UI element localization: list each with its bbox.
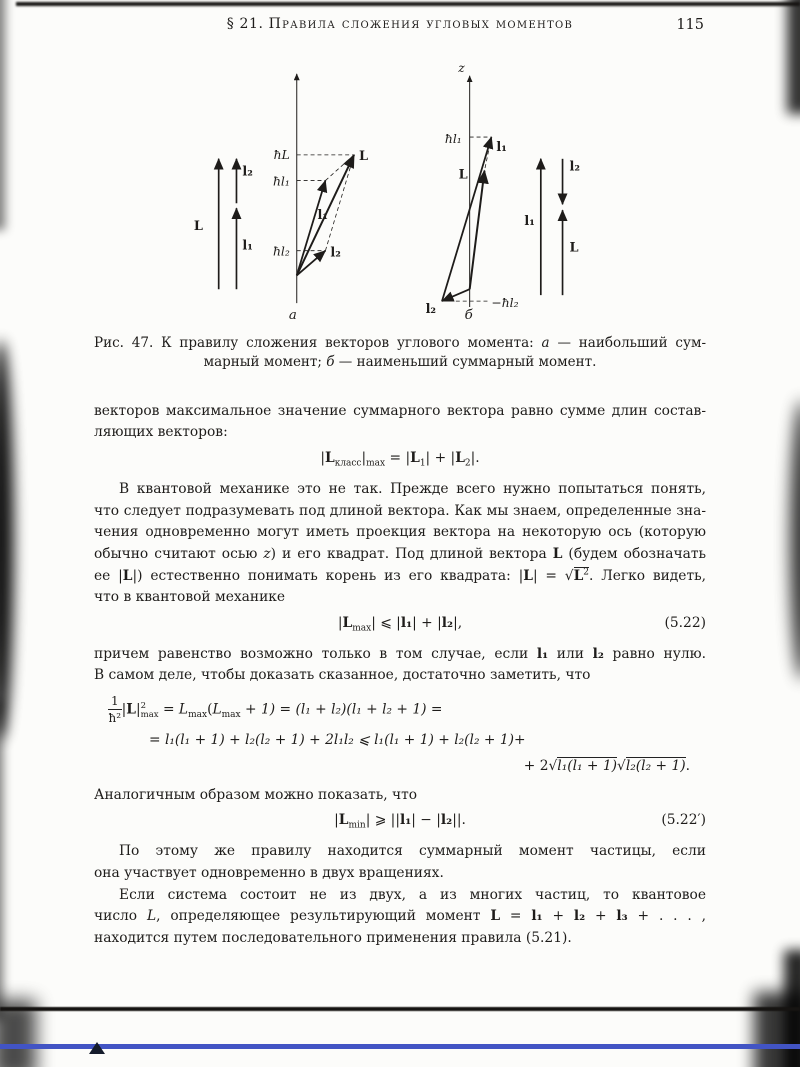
scan-shadow-right-top	[787, 0, 800, 114]
vector-L: L	[126, 701, 136, 718]
page-number: 115	[676, 17, 704, 33]
eq-text: = |	[385, 450, 411, 467]
vector-L: L	[342, 614, 353, 631]
vector-label-l1-a: l₁	[317, 208, 328, 224]
body-line-text: , определяющее результирующий момент	[156, 908, 491, 925]
subscript: 1	[419, 458, 426, 469]
vector-L: L	[552, 545, 563, 562]
equation-5-22-prime	[94, 810, 706, 837]
dashed-guide	[325, 155, 354, 251]
equation-5-22	[94, 613, 706, 640]
body-line-text: число	[94, 908, 147, 925]
body-line-text: ) и его квадрат. Под длиной вектора	[270, 545, 553, 562]
tick-label-hl1-b: ħl₁	[444, 131, 462, 146]
paragraph-5-line-2: она участвует одновременно в двух вращениях.	[94, 864, 444, 881]
sup-sub-stack	[141, 702, 159, 722]
body-text	[94, 401, 706, 949]
body-line-text: . Легко видеть,	[589, 567, 706, 584]
vector-label-L-a: L	[358, 148, 368, 164]
paragraph-1-line-2: ляющих векторов:	[94, 424, 228, 441]
vector-l2: l₂	[441, 614, 454, 631]
vector-label-L-b: L	[458, 167, 468, 183]
dashed-guide	[325, 155, 354, 181]
fraction-numerator: 1	[108, 694, 122, 710]
side-label-l1: l₁	[241, 238, 253, 254]
side-label-l2-b: l₂	[568, 159, 580, 175]
eq-text: |	[136, 701, 141, 718]
scalar-L: L	[212, 701, 222, 718]
eq-text: |	[361, 450, 367, 467]
eq-text: |,	[453, 614, 463, 631]
scan-shadow-left-middle	[0, 340, 14, 740]
paragraph-2-line-2: что следует подразумевать под длиной вектора. Как мы знаем, определенные зна-	[94, 502, 706, 519]
page-top-edge-rule	[16, 2, 800, 6]
paragraph-2-line-1: В квантовой механике это не так. Прежде всего нужно попытаться понять,	[119, 481, 706, 498]
tick-label-mhl2: −ħl₂	[490, 296, 519, 311]
caption-item-b: б	[326, 354, 335, 371]
eq-text: =	[158, 701, 179, 718]
vector-L: L	[122, 567, 133, 584]
axis-z-label: z	[457, 60, 465, 75]
caption-item-a: а	[541, 334, 550, 351]
scalar-L: L	[178, 701, 189, 718]
caption-line-1	[94, 334, 706, 354]
eq-text: | + |	[425, 450, 456, 467]
vector-l2: l₂	[592, 645, 604, 662]
subscript: min	[348, 820, 366, 831]
tick-label-hl2: ħl₂	[272, 244, 290, 259]
body-line-text: =	[500, 908, 532, 925]
eq-text: | − |	[411, 812, 441, 829]
tick-label-hl1: ħl₁	[272, 174, 290, 189]
eq-text: + 2	[523, 758, 549, 775]
vector-l1-a	[296, 181, 325, 276]
vector-l2: l₂	[440, 812, 453, 829]
body-line-text: +	[542, 908, 574, 925]
eq-text: |	[121, 701, 127, 718]
vector-L: L	[523, 567, 533, 584]
equation-derivation-line-2: = l₁(l₁ + 1) + l₂(l₂ + 1) + 2l₁l₂ ⩽ l₁(l₁ + 1) + l₂(l₂ + 1)+	[149, 732, 526, 749]
body-line-text: ее |	[94, 567, 123, 584]
section-heading	[94, 16, 706, 32]
radical-sign: √	[564, 567, 574, 584]
fraction-1-over-hbar2	[108, 694, 122, 726]
paragraph-6-line-1: Если система состоит не из двух, а из многих частиц, то квантовое	[119, 886, 706, 903]
caption-text: марный момент;	[203, 354, 327, 371]
body-line-text: обычно считают осью	[94, 545, 264, 562]
vector-l1-b	[441, 137, 490, 301]
eq-text: | ⩽ |	[371, 614, 401, 631]
subscript: max	[188, 709, 208, 720]
equation-number-5-22-prime: (5.22′)	[661, 812, 706, 829]
side-label-l1-b: l₁	[523, 214, 535, 230]
equation-number-5-22: (5.22)	[664, 614, 706, 631]
scalar-L: L	[146, 908, 157, 925]
vector-l3: l₃	[616, 908, 628, 925]
vector-l1: l₁	[400, 614, 413, 631]
equation-derivation-line-3	[94, 756, 706, 778]
diagram-b	[425, 61, 579, 322]
radicand	[574, 567, 589, 583]
body-line-text: |) естественно понимать корень из его квадрата: |	[132, 567, 524, 584]
vector-L: L	[338, 812, 349, 829]
diagram-a-label: а	[288, 307, 297, 322]
body-line-text: причем равенство возможно только в том случае, если	[94, 645, 537, 662]
subscript: 2	[464, 458, 471, 469]
scan-shadow-left-lower	[0, 700, 3, 1020]
eq-text: |	[320, 450, 325, 467]
body-line-text: + . . . ,	[627, 908, 706, 925]
diagram-a	[193, 74, 367, 322]
subscript: max	[221, 709, 241, 720]
eq-text: + 1) = (l₁ + l₂)(l₁ + l₂ + 1) =	[240, 701, 443, 718]
body-line-text: (будем обозначать	[562, 545, 706, 562]
vector-l1: l₁	[536, 645, 549, 662]
vector-l2-b	[441, 289, 469, 301]
paragraph-3-line-1	[94, 644, 706, 666]
side-label-L-b: L	[568, 240, 578, 256]
vector-label-l2-a: l₂	[329, 245, 341, 261]
eq-text: | ⩾ ||	[365, 812, 400, 829]
eq-text: .	[685, 758, 690, 775]
scan-shadow-right-middle	[790, 400, 800, 680]
scan-shadow-left-top	[0, 0, 5, 230]
vector-label-l2-b: l₂	[425, 301, 436, 317]
eq-text: |	[334, 812, 339, 829]
body-line-text: | =	[532, 567, 565, 584]
subscript: max	[140, 710, 159, 721]
subscript: max	[352, 623, 372, 634]
fraction-denominator: ħ²	[108, 711, 122, 726]
caption-text: — наибольший сум-	[549, 334, 707, 351]
paragraph-3-line-2: В самом деле, чтобы доказать сказанное, достаточно заметить, что	[94, 667, 591, 684]
paragraph-2-line-6: что в квантовой механике	[94, 589, 286, 606]
vector-l1: l₁	[399, 812, 412, 829]
eq-text: (	[207, 701, 213, 718]
paragraph-1-line-1: векторов максимальное значение суммарного вектора равно сумме длин состав-	[94, 402, 706, 419]
subscript: класс	[334, 458, 362, 469]
figure-47-diagrams	[193, 60, 608, 322]
paragraph-5-line-1: По этому же правилу находится суммарный момент частицы, если	[119, 843, 706, 860]
section-title: Правила сложения угловых моментов	[268, 16, 574, 32]
body-line-text: равно нулю.	[603, 645, 706, 662]
vector-l2: l₂	[573, 908, 586, 925]
scan-shadow-bottom-right	[754, 992, 800, 1067]
eq-text: |.	[470, 450, 480, 467]
paragraph-2-line-5	[94, 566, 706, 588]
progress-bar[interactable]	[0, 1044, 800, 1049]
equation-derivation-line-1	[94, 694, 706, 726]
radicand: l₁(l₁ + 1)	[557, 758, 618, 775]
variable-z: z	[263, 545, 271, 562]
paragraph-2-line-4	[94, 544, 706, 566]
caption-text: Рис. 47. К правилу сложения векторов углового момента:	[94, 334, 542, 351]
subscript: max	[366, 458, 386, 469]
vector-L1: L	[410, 450, 420, 467]
equation-classical-max	[94, 448, 706, 475]
vector-L2: L	[455, 450, 465, 467]
eq-text: ||.	[452, 812, 466, 829]
eq-text: |	[337, 614, 343, 631]
paragraph-6-line-3: находится путем последовательного применения правила (5.21).	[94, 929, 572, 946]
page-bottom-edge-rule	[0, 1007, 800, 1011]
body-line-text: +	[585, 908, 617, 925]
radicand: l₂(l₂ + 1)	[625, 758, 686, 775]
tick-label-hL: ħL	[273, 147, 290, 162]
superscript: 2	[583, 566, 589, 577]
section-number: § 21.	[226, 16, 264, 32]
diagram-b-label: б	[464, 307, 473, 322]
figure-caption	[94, 334, 706, 373]
superscript: 2	[140, 700, 147, 711]
caption-text: — наименьший суммарный момент.	[334, 354, 597, 371]
radical-sign: √	[617, 758, 626, 775]
side-label-l2: l₂	[241, 164, 253, 180]
paragraph-2-line-3: чения одновременно могут иметь проекция вектора на некоторую ось (которую	[94, 524, 706, 541]
body-line-text: или	[548, 645, 593, 662]
side-label-L: L	[193, 218, 203, 234]
vector-L: L	[324, 450, 335, 467]
paragraph-4-line-1: Аналогичным образом можно показать, что	[94, 786, 418, 803]
page-header	[94, 16, 706, 38]
eq-text: | + |	[412, 614, 442, 631]
vector-label-l1-b: l₁	[495, 139, 507, 155]
vector-L-b	[469, 171, 484, 290]
vector-L: L	[573, 567, 584, 584]
progress-marker-icon[interactable]	[89, 1042, 105, 1054]
radical-sign: √	[548, 758, 558, 775]
vector-L: L	[490, 908, 501, 925]
paragraph-6-line-2	[94, 906, 706, 928]
caption-line-2	[94, 353, 706, 373]
vector-l1: l₁	[531, 908, 543, 925]
